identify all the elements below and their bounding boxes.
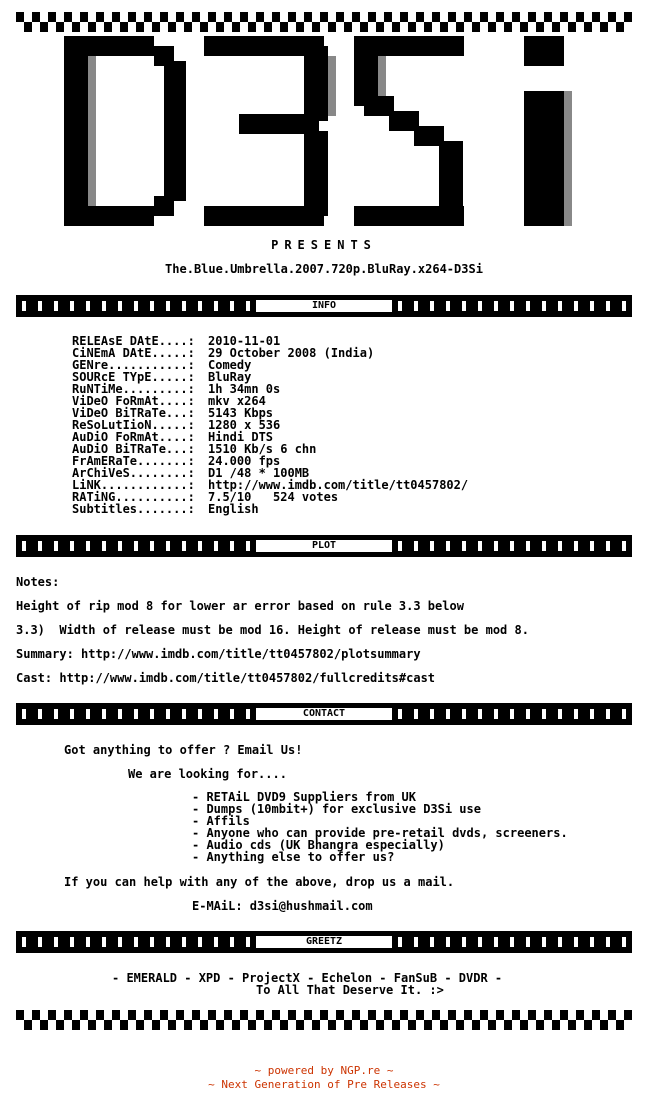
bottom-checker-border bbox=[16, 1010, 632, 1030]
info-value: 7.5/10 524 votes bbox=[208, 490, 339, 504]
contact-section-bar bbox=[16, 703, 632, 725]
info-label: ViDeO BiTRaTe...: bbox=[72, 406, 195, 420]
plot-section-bar bbox=[16, 535, 632, 557]
info-label: CiNEmA DAtE.....: bbox=[72, 346, 195, 360]
info-value: 29 October 2008 (India) bbox=[208, 346, 375, 360]
top-checker-border bbox=[16, 12, 632, 32]
plot-section-title: PLOT bbox=[256, 540, 392, 552]
release-name: The.Blue.Umbrella.2007.720p.BluRay.x264-D3Si bbox=[165, 262, 483, 276]
d3si-logo bbox=[64, 36, 584, 226]
info-label: SOURcE TYpE.....: bbox=[72, 370, 195, 384]
info-value: 1510 Kb/s 6 chn bbox=[208, 442, 317, 456]
info-value: 24.000 fps bbox=[208, 454, 281, 468]
greetz-section-title: GREETZ bbox=[256, 936, 392, 948]
info-value: BluRay bbox=[208, 370, 252, 384]
footer-powered[interactable]: ~ powered by NGP.re ~ bbox=[254, 1064, 394, 1077]
plot-notes-line2: 3.3) Width of release must be mod 16. Height of release must be mod 8. bbox=[16, 623, 529, 637]
info-label: ReSoLutIioN.....: bbox=[72, 418, 195, 432]
info-label: ViDeO FoRmAt....: bbox=[72, 394, 195, 408]
info-value: mkv x264 bbox=[208, 394, 266, 408]
contact-list-item: - Anyone who can provide pre-retail dvds, screeners. bbox=[192, 826, 568, 840]
contact-help: If you can help with any of the above, drop us a mail. bbox=[64, 875, 455, 889]
contact-list-item: - Anything else to offer us? bbox=[192, 850, 395, 864]
info-label: LiNK............: bbox=[72, 478, 195, 492]
info-value: 2010-11-01 bbox=[208, 334, 281, 348]
info-value: English bbox=[208, 502, 259, 516]
info-value: D1 /48 * 100MB bbox=[208, 466, 310, 480]
contact-list-item: - RETAiL DVD9 Suppliers from UK bbox=[192, 790, 416, 804]
greetz-line2: To All That Deserve It. :> bbox=[256, 983, 444, 997]
info-value: Comedy bbox=[208, 358, 252, 372]
contact-section-title: CONTACT bbox=[256, 708, 392, 720]
plot-notes-line1: Height of rip mod 8 for lower ar error based on rule 3.3 below bbox=[16, 599, 464, 613]
contact-offer: Got anything to offer ? Email Us! bbox=[64, 743, 303, 757]
info-value: Hindi DTS bbox=[208, 430, 274, 444]
info-section-title: INFO bbox=[256, 300, 392, 312]
greetz-section-bar bbox=[16, 931, 632, 953]
contact-list-item: - Affils bbox=[192, 814, 250, 828]
info-label: ArChiVeS........: bbox=[72, 466, 195, 480]
info-section-bar bbox=[16, 295, 632, 317]
plot-cast-link[interactable]: Cast: http://www.imdb.com/title/tt0457802/fullcredits#cast bbox=[16, 671, 436, 685]
plot-summary-link[interactable]: Summary: http://www.imdb.com/title/tt0457802/plotsummary bbox=[16, 647, 421, 661]
plot-notes-label: Notes: bbox=[16, 575, 60, 589]
greetz-line1: - EMERALD - XPD - ProjectX - Echelon - FanSuB - DVDR - bbox=[112, 971, 503, 985]
info-label: Subtitles.......: bbox=[72, 502, 195, 516]
info-label: AuDiO FoRmAt....: bbox=[72, 430, 195, 444]
contact-list-item: - Audio cds (UK Bhangra especially) bbox=[192, 838, 445, 852]
info-label: FrAmERaTe.......: bbox=[72, 454, 195, 468]
contact-list-item: - Dumps (10mbit+) for exclusive D3Si use bbox=[192, 802, 481, 816]
info-value[interactable]: http://www.imdb.com/title/tt0457802/ bbox=[208, 478, 469, 492]
info-label: GENre...........: bbox=[72, 358, 195, 372]
info-label: RELEAsE DAtE....: bbox=[72, 334, 195, 348]
info-value: 5143 Kbps bbox=[208, 406, 274, 420]
presents-text: PRESENTS bbox=[271, 238, 377, 252]
footer-tagline: ~ Next Generation of Pre Releases ~ bbox=[208, 1078, 440, 1091]
info-label: AuDiO BiTRaTe...: bbox=[72, 442, 195, 456]
info-label: RATiNG..........: bbox=[72, 490, 195, 504]
info-label: RuNTiMe.........: bbox=[72, 382, 195, 396]
contact-email[interactable]: E-MAiL: d3si@hushmail.com bbox=[192, 899, 373, 913]
contact-looking: We are looking for.... bbox=[128, 767, 287, 781]
info-value: 1h 34mn 0s bbox=[208, 382, 281, 396]
info-value: 1280 x 536 bbox=[208, 418, 281, 432]
